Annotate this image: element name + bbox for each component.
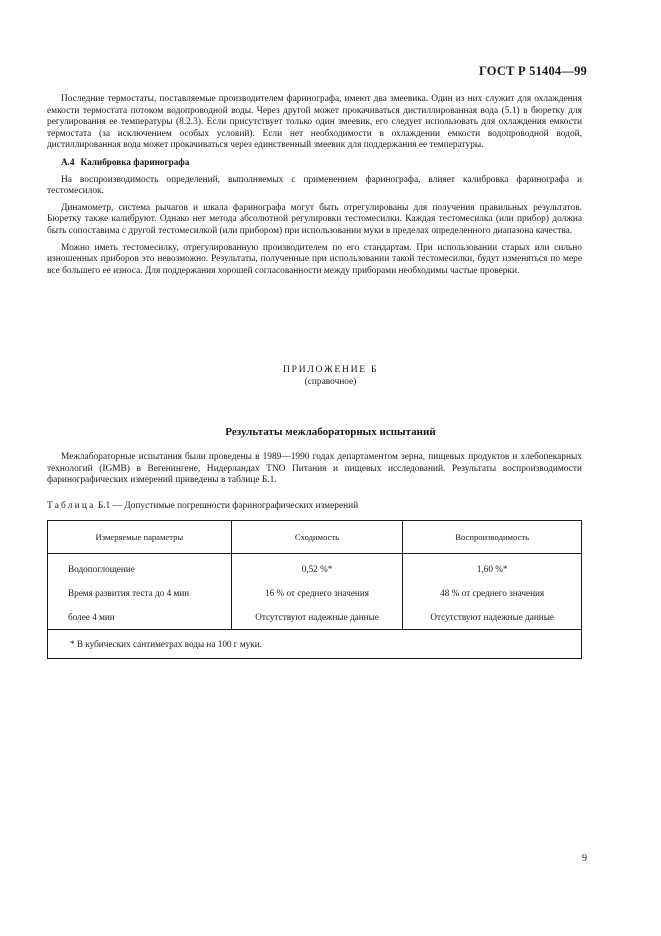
table-cell: 0,52 %*	[231, 554, 403, 582]
table-row	[48, 554, 582, 582]
table-row	[48, 605, 582, 630]
paragraph-interlab-intro: Межлабораторные испытания были проведены в 1989—1990 годах департаментом зерна, пищевых продуктов и хлебопекарных технологий (IGMB) в Вегенингене, Нидерландах TNO Питания и пищевых исследований. Результаты воспроизводимости фаринографических измерений приведены в таблице Б.1.	[47, 452, 582, 486]
table-caption	[47, 501, 358, 511]
table-footnote: * В кубических сантиметрах воды на 100 г муки.	[48, 630, 582, 659]
paragraph-calibration-3: Можно иметь тестомесилку, отрегулированную производителем по его стандартам. При использовании старых или сильно изношенных приборов это невозможно. Результаты, полученные при использовании такой тестомесилки, будут изменяться по мере все большего ее износа. Для поддержания хорошей согласованности между приборами необходимы частые проверки.	[47, 242, 582, 276]
section-number: А.4	[61, 156, 75, 167]
appendix-subtitle: (справочное)	[304, 377, 357, 387]
table-cell: Отсутствуют надежные данные	[403, 605, 582, 630]
table-cell: Отсутствуют надежные данные	[231, 605, 403, 630]
appendix-intro-block	[47, 452, 582, 492]
page-number: 9	[582, 853, 587, 864]
table-cell: Водопоглощение	[48, 554, 232, 582]
table-header-reproducibility: Воспроизводимость	[403, 521, 582, 554]
table-caption-text: Б.1 — Допустимые погрешности фаринографических измерений	[97, 501, 359, 511]
table-cell: более 4 мин	[48, 605, 232, 630]
table-header-repeatability: Сходимость	[231, 521, 403, 554]
table-cell: Время развития теста до 4 мин	[48, 581, 232, 605]
table-footnote-row	[48, 630, 582, 659]
paragraph-thermostats: Последние термостаты, поставляемые производителем фаринографа, имеют два змеевика. Один из них служит для охлаждения емкости термостата потоком водопроводной воды. Через другой может прокачиваться дистиллированная вода (5.1) в бюретку для регулирования ее температуры (8.2.3). Если присутствует только один змеевик, его следует использовать для охлаждения емкости термостата (за исключением особых условий). Если нет необходимости в охлаждении емкости водопроводной водой, дистиллированная вода может прокачиваться через единственный змеевик для поддержания ее температуры.	[47, 94, 582, 151]
paragraph-calibration-1: На воспроизводимость определений, выполняемых с применением фаринографа, влияет калибровка фаринографа и тестомесилок.	[47, 174, 582, 197]
section-title: Калибровка фаринографа	[80, 156, 190, 167]
appendix-title: ПРИЛОЖЕНИЕ Б	[282, 364, 379, 375]
document-code: ГОСТ Р 51404—99	[478, 64, 587, 78]
table-cell: 1,60 %*	[403, 554, 582, 582]
table-caption-label: Таблица	[47, 501, 96, 511]
appendix-heading: Результаты межлабораторных испытаний	[225, 426, 436, 438]
body-text-block	[47, 94, 582, 282]
tolerance-table	[47, 520, 582, 659]
paragraph-calibration-2: Динамометр, система рычагов и шкала фаринографа могут быть отрегулированы для получения правильных результатов. Бюретку также калибруют. Однако нет метода абсолютной регулировки тестомесилки. Каждая тестомесилка (или прибор) должна быть сопоставима с другой тестомесилкой (или прибором) при использовании муки в пределах определенного диапазона качества.	[47, 202, 582, 236]
table-header-row	[48, 521, 582, 554]
table-cell: 48 % от среднего значения	[403, 581, 582, 605]
table-row	[48, 581, 582, 605]
table-header-parameter: Измеряемые параметры	[48, 521, 232, 554]
section-heading-a4	[61, 157, 582, 169]
table-cell: 16 % от среднего значения	[231, 581, 403, 605]
